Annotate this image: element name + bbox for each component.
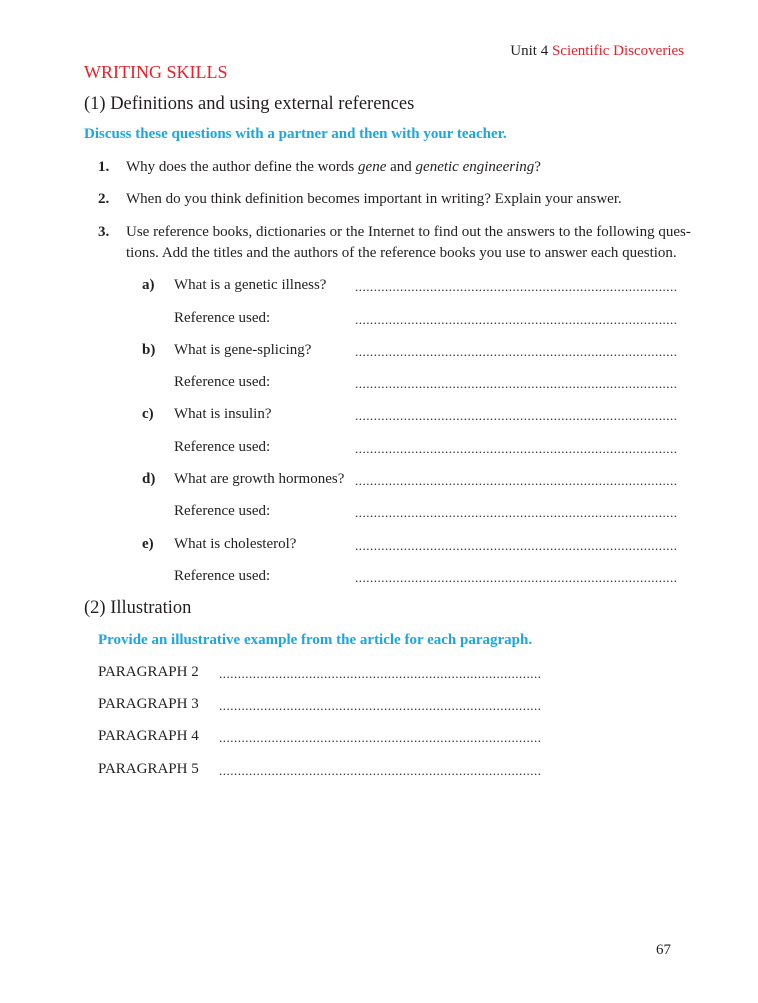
reference-line-b[interactable]: ...................................................................................... bbox=[355, 376, 678, 391]
reference-label-b: Reference used: bbox=[174, 374, 271, 390]
reference-label-d: Reference used: bbox=[174, 503, 271, 519]
reference-line-a[interactable]: ...................................................................................... bbox=[355, 312, 678, 327]
subquestion-e-text: What is cholesterol? bbox=[174, 536, 297, 552]
answer-line-a[interactable]: ...................................................................................... bbox=[355, 279, 678, 294]
subquestion-b-text: What is gene-splicing? bbox=[174, 342, 312, 358]
reference-label-c: Reference used: bbox=[174, 439, 271, 455]
reference-label-e: Reference used: bbox=[174, 568, 271, 584]
subquestion-b-letter: b) bbox=[142, 342, 156, 358]
unit-label: Unit 4 bbox=[510, 43, 549, 59]
question-3-line-2: tions. Add the titles and the authors of the reference books you use to answer each question. bbox=[126, 245, 677, 261]
paragraph-2-label: PARAGRAPH 2 bbox=[98, 664, 199, 680]
subquestion-d-text: What are growth hormones? bbox=[174, 471, 345, 487]
paragraph-5-line[interactable]: ...................................................................................... bbox=[219, 763, 542, 778]
reference-line-d[interactable]: ...................................................................................... bbox=[355, 505, 678, 520]
question-2-text: When do you think definition becomes important in writing? Explain your answer. bbox=[126, 191, 622, 207]
paragraph-4-label: PARAGRAPH 4 bbox=[98, 728, 199, 744]
term-gene: gene bbox=[358, 159, 387, 175]
question-3-number: 3. bbox=[98, 224, 110, 240]
page-header bbox=[510, 43, 684, 60]
subquestion-d-letter: d) bbox=[142, 471, 156, 487]
subquestion-a-text: What is a genetic illness? bbox=[174, 277, 327, 293]
paragraph-4-line[interactable]: ...................................................................................... bbox=[219, 730, 542, 745]
paragraph-2-line[interactable]: ...................................................................................... bbox=[219, 666, 542, 681]
page-number: 67 bbox=[656, 942, 671, 958]
subquestion-e-letter: e) bbox=[142, 536, 154, 552]
reference-label-a: Reference used: bbox=[174, 310, 271, 326]
question-1-text: Why does the author define the words gene and genetic engineering? bbox=[126, 159, 541, 175]
question-2-number: 2. bbox=[98, 191, 110, 207]
question-1-number: 1. bbox=[98, 159, 110, 175]
part2-heading: (2) Illustration bbox=[84, 598, 192, 618]
subquestion-c-text: What is insulin? bbox=[174, 406, 272, 422]
part2-instruction: Provide an illustrative example from the article for each paragraph. bbox=[98, 632, 533, 648]
paragraph-3-line[interactable]: ...................................................................................... bbox=[219, 698, 542, 713]
question-3-line-1: Use reference books, dictionaries or the Internet to find out the answers to the following ques- bbox=[126, 224, 691, 240]
answer-line-c[interactable]: ...................................................................................... bbox=[355, 408, 678, 423]
answer-line-e[interactable]: ...................................................................................... bbox=[355, 538, 678, 553]
part1-heading: (1) Definitions and using external references bbox=[84, 94, 415, 114]
unit-topic: Scientific Discoveries bbox=[551, 43, 684, 59]
paragraph-3-label: PARAGRAPH 3 bbox=[98, 696, 199, 712]
part1-instruction: Discuss these questions with a partner and then with your teacher. bbox=[84, 126, 507, 142]
term-genetic-engineering: genetic engineering bbox=[415, 159, 535, 175]
paragraph-5-label: PARAGRAPH 5 bbox=[98, 761, 199, 777]
section-title: WRITING SKILLS bbox=[84, 62, 228, 82]
reference-line-e[interactable]: ...................................................................................... bbox=[355, 570, 678, 585]
subquestion-a-letter: a) bbox=[142, 277, 155, 293]
reference-line-c[interactable]: ...................................................................................... bbox=[355, 441, 678, 456]
subquestion-c-letter: c) bbox=[142, 406, 154, 422]
answer-line-b[interactable]: ...................................................................................... bbox=[355, 344, 678, 359]
answer-line-d[interactable]: ...................................................................................... bbox=[355, 473, 678, 488]
